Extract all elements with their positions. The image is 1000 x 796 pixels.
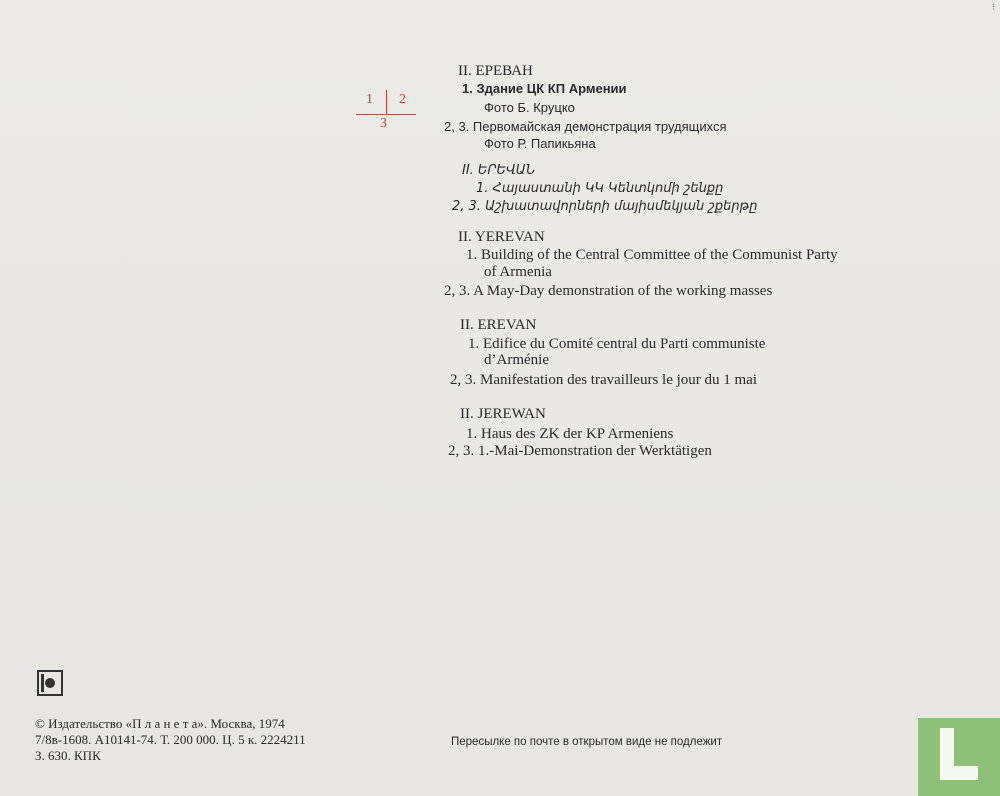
ref-number-2: 2 — [399, 92, 406, 107]
item1-russian: 1. Здание ЦК КП Армении — [462, 81, 627, 96]
heading-french: II. EREVAN — [460, 317, 537, 333]
item1-english-line1: 1. Building of the Central Committee of the Communist Party — [466, 247, 838, 263]
heading-german: II. JEREWAN — [460, 406, 546, 422]
postal-notice: Пересылке по почте в открытом виде не подлежит — [451, 736, 723, 748]
watermark-logo-icon — [918, 718, 1000, 796]
imprint-line-2: 7/8в-1608. А10141-74. Т. 200 000. Ц. 5 к. 2224211 — [35, 732, 306, 747]
ref-number-3: 3 — [380, 116, 387, 131]
ref-divider-horizontal — [356, 114, 416, 115]
item23-english: 2, 3. A May-Day demonstration of the working masses — [444, 283, 773, 299]
photo-layout-mark — [356, 90, 416, 136]
item23-russian: 2, 3. Первомайская демонстрация трудящихся — [444, 119, 727, 134]
heading-armenian: II. ԵՐԵՎԱՆ — [462, 163, 536, 178]
photo-credit-1: Фото Б. Круцко — [484, 100, 575, 115]
ref-number-1: 1 — [366, 92, 373, 107]
heading-english: II. YEREVAN — [458, 229, 545, 245]
corner-mark: ⁝ — [992, 2, 996, 13]
imprint-line-1: © Издательство «П л а н е т а». Москва, 1974 — [35, 716, 285, 731]
item1-french-line1: 1. Edifice du Comité central du Parti communiste — [468, 336, 766, 352]
photo-credit-23: Фото Р. Папикьяна — [484, 136, 596, 151]
item23-french: 2, 3. Manifestation des travailleurs le jour du 1 mai — [450, 372, 758, 388]
item1-armenian: 1. Հայաստանի ԿԿ Կենտկոմի շենքը — [476, 181, 724, 196]
imprint-line-3: З. 630. КПК — [35, 748, 101, 763]
item23-armenian: 2, 3. Աշխատավորների մայիսմեկյան շքերթը — [452, 199, 758, 214]
item23-german: 2, 3. 1.-Mai-Demonstration der Werktätigen — [448, 443, 712, 459]
item1-english-line2: of Armenia — [484, 264, 552, 280]
publisher-imprint — [35, 716, 306, 764]
publisher-logo-icon — [37, 670, 63, 696]
heading-russian: II. ЕРЕВАН — [458, 63, 533, 79]
ref-divider-vertical — [386, 90, 387, 114]
item1-french-line2: d’Arménie — [484, 352, 549, 368]
item1-german: 1. Haus des ZK der KP Armeniens — [466, 426, 674, 442]
